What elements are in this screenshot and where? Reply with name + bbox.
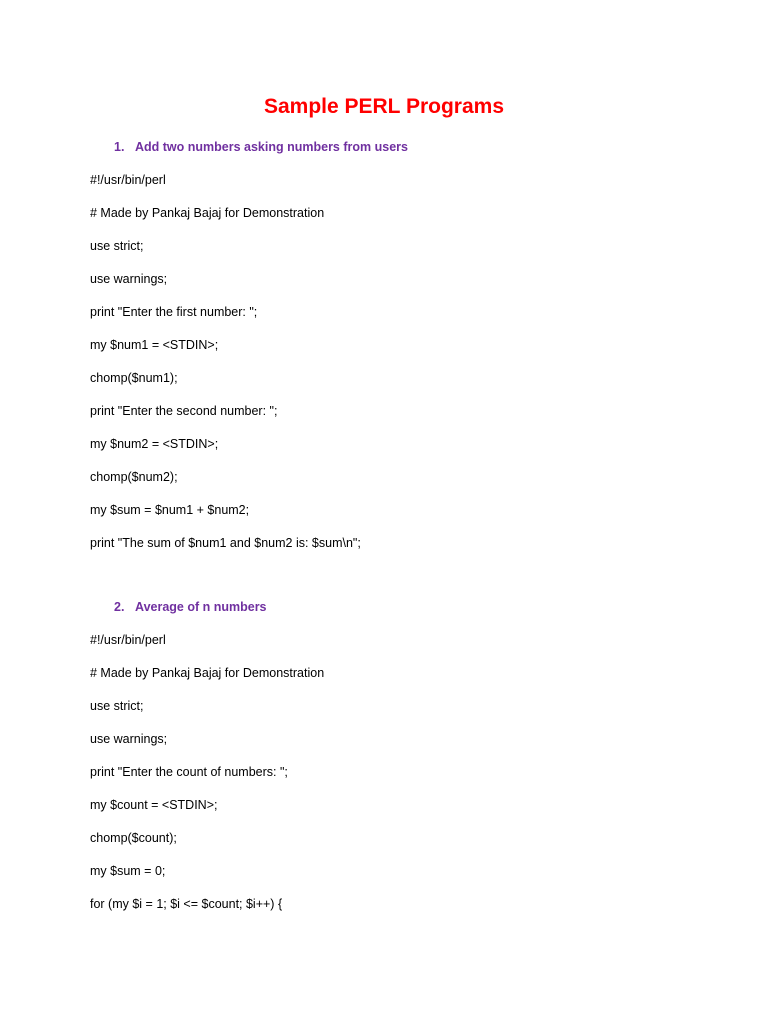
code-line: my $num2 = <STDIN>; — [90, 437, 219, 451]
section-heading-1 — [114, 138, 408, 156]
section-heading-text-2: Average of n numbers — [135, 600, 267, 614]
code-line: use warnings; — [90, 732, 168, 746]
code-line: my $sum = 0; — [90, 864, 166, 878]
code-line: print "Enter the count of numbers: "; — [90, 765, 288, 779]
section-heading-text-1: Add two numbers asking numbers from users — [135, 140, 408, 154]
code-line: chomp($count); — [90, 831, 177, 845]
code-block-2 — [90, 631, 324, 928]
section-number-2: 2. — [114, 600, 125, 614]
code-line: my $num1 = <STDIN>; — [90, 338, 219, 352]
code-line: use warnings; — [90, 272, 168, 286]
code-line: # Made by Pankaj Bajaj for Demonstration — [90, 666, 325, 680]
section-number-1: 1. — [114, 140, 125, 154]
code-line: #!/usr/bin/perl — [90, 173, 166, 187]
section-heading-2 — [114, 598, 267, 616]
code-line: chomp($num2); — [90, 470, 178, 484]
code-line: #!/usr/bin/perl — [90, 633, 166, 647]
page-title: Sample PERL Programs — [263, 95, 505, 118]
code-line: for (my $i = 1; $i <= $count; $i++) { — [90, 897, 283, 911]
code-block-1 — [90, 171, 361, 567]
code-line: my $count = <STDIN>; — [90, 798, 218, 812]
code-line: my $sum = $num1 + $num2; — [90, 503, 250, 517]
code-line: use strict; — [90, 699, 144, 713]
code-line: use strict; — [90, 239, 144, 253]
code-line: chomp($num1); — [90, 371, 178, 385]
code-line: print "Enter the first number: "; — [90, 305, 258, 319]
code-line: print "Enter the second number: "; — [90, 404, 278, 418]
code-line: print "The sum of $num1 and $num2 is: $sum\n"; — [90, 536, 361, 550]
code-line: # Made by Pankaj Bajaj for Demonstration — [90, 206, 325, 220]
